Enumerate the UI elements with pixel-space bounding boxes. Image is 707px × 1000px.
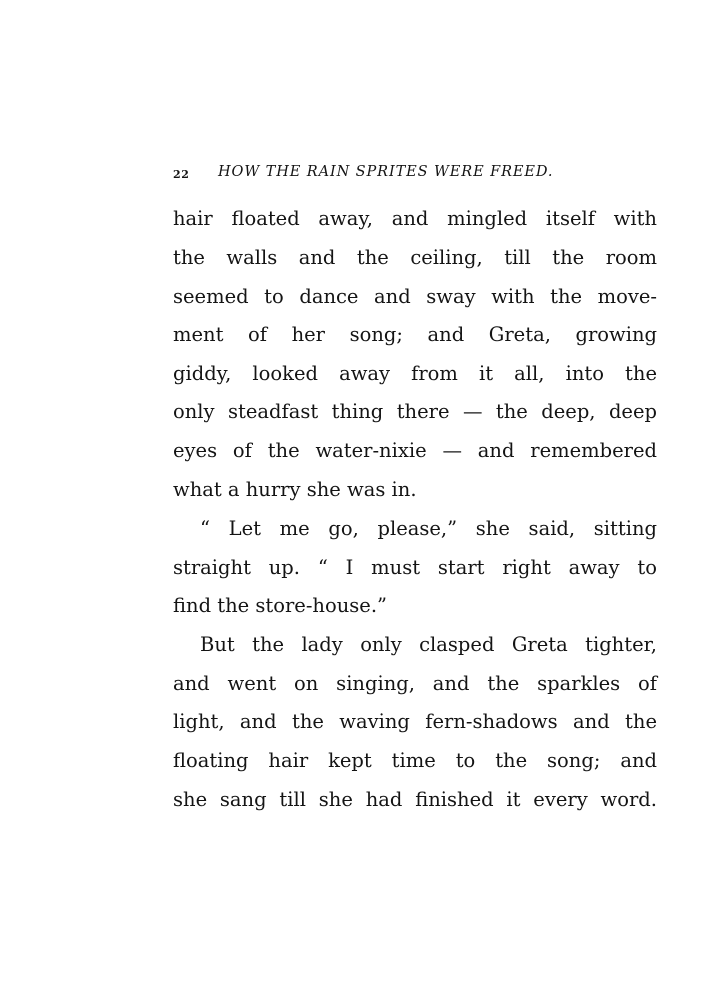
text-line: floating hair kept time to the song; and (173, 749, 657, 772)
text-line: eyes of the water-nixie — and remembered (173, 439, 657, 462)
text-line: But the lady only clasped Greta tighter, (200, 633, 657, 656)
text-line: seemed to dance and sway with the move- (173, 285, 657, 308)
text-line: and went on singing, and the sparkles of (173, 672, 657, 695)
text-line: she sang till she had finished it every word. (173, 788, 657, 811)
text-line: “ Let me go, please,” she said, sitting (200, 517, 657, 540)
text-line: giddy, looked away from it all, into the (173, 362, 657, 385)
page-number: 22 (173, 168, 190, 181)
page-header (173, 164, 613, 186)
text-line: the walls and the ceiling, till the room (173, 246, 657, 269)
text-line: ment of her song; and Greta, growing (173, 323, 657, 346)
text-line: what a hurry she was in. (173, 478, 417, 501)
running-title: HOW THE RAIN SPRITES WERE FREED. (218, 164, 554, 180)
text-line: straight up. “ I must start right away to (173, 556, 657, 579)
text-line: hair floated away, and mingled itself with (173, 207, 657, 230)
text-line: find the store-house.” (173, 594, 387, 617)
text-line: only steadfast thing there — the deep, deep (173, 400, 657, 423)
text-line: light, and the waving fern-shadows and the (173, 710, 657, 733)
